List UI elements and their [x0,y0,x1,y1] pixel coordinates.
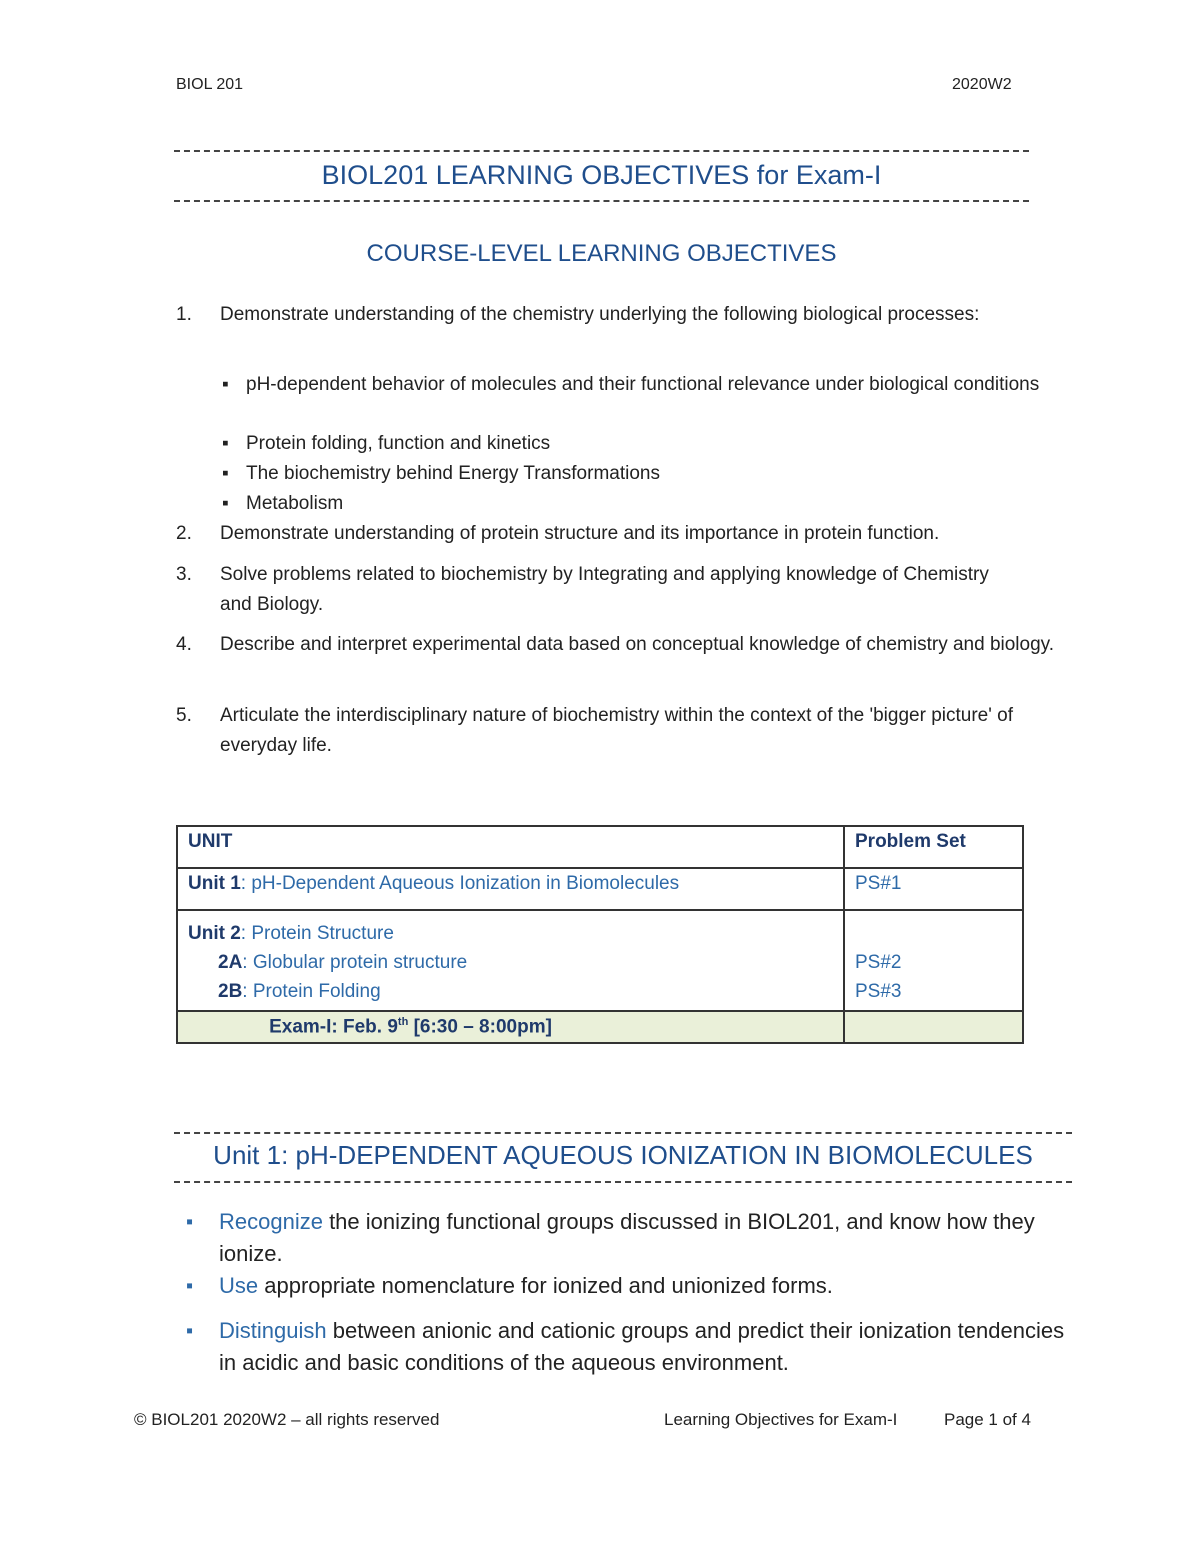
unit-cell [177,910,844,1011]
objective-verb: Distinguish [219,1318,327,1343]
exam-row [177,1011,1023,1043]
unit-label: Unit 2 [188,923,241,944]
unit-label: Unit 1 [188,873,241,894]
footer-doc-title: Learning Objectives for Exam-I [664,1410,898,1429]
subunit-label: 2B [218,981,243,1002]
exam-cell [177,1011,844,1043]
exam-date-suffix: th [397,1016,409,1028]
problem-set-value: PS#2 [855,952,902,973]
sub-bullet-text: ▪ pH-dependent behavior of molecules and their functional relevance under biological conditions [246,374,1040,395]
objective-verb: Use [219,1273,259,1298]
problem-set-value: PS#3 [855,981,902,1002]
subunit-title: : Globular protein structure [242,952,468,973]
exam-date: Exam-I: Feb. 9 [269,1016,398,1038]
objective-text: Demonstrate understanding of the chemistry underlying the following biological processes: [220,304,980,325]
unit1-objective [219,1270,1069,1302]
col-problem-set-header: Problem Set [844,826,1023,868]
objective-rest: between anionic and cationic groups and predict their ionization tendencies in acidic and basic conditions of the aqueous environment. [219,1318,1065,1375]
sub-bullet [226,459,1076,489]
objective-text: Solve problems related to biochemistry by Integrating and applying knowledge of Chemistry and Biology. [220,564,989,615]
objective-number: 1. [176,304,192,325]
units-table [176,825,1024,1044]
objective-text: Describe and interpret experimental data based on conceptual knowledge of chemistry and biology. [220,634,1055,655]
unit1-heading: Unit 1: pH-DEPENDENT AQUEOUS IONIZATION IN BIOMOLECULES [213,1140,1033,1170]
objective-number: 5. [176,705,192,726]
sub-bullet [226,370,1076,400]
objective-number: 3. [176,564,192,585]
unit-cell [177,868,844,910]
divider [174,150,1029,152]
col-unit-header: UNIT [177,826,844,868]
table-row [177,868,1023,910]
problem-set-cell [844,910,1023,1011]
course-objectives-heading: COURSE-LEVEL LEARNING OBJECTIVES [366,240,837,267]
exam-time: [6:30 – 8:00pm] [408,1016,552,1038]
objective-number: 4. [176,634,192,655]
unit1-objective [219,1315,1069,1379]
header-course: BIOL 201 [176,76,244,93]
sub-bullet-text: ▪ Metabolism [246,493,344,514]
objective-number: 2. [176,523,192,544]
subunit-label: 2A [218,952,243,973]
objective-rest: the ionizing functional groups discussed in BIOL201, and know how they ionize. [219,1209,1035,1266]
subunit-title: : Protein Folding [242,981,381,1002]
divider [174,1132,1072,1134]
page-title: BIOL201 LEARNING OBJECTIVES for Exam-I [321,160,882,190]
header-term: 2020W2 [952,76,1012,93]
table-header-row [177,826,1023,868]
divider [174,200,1029,202]
sub-bullet-text: ▪ The biochemistry behind Energy Transformations [246,463,660,484]
sub-bullet [226,429,1076,459]
bullet-icon: ▪ [186,1211,194,1233]
exam-cell-empty [844,1011,1023,1043]
divider [174,1181,1072,1183]
bullet-icon: ▪ [186,1320,194,1342]
objective-verb: Recognize [219,1209,323,1234]
objective-rest: appropriate nomenclature for ionized and unionized forms. [258,1273,833,1298]
unit1-objective [219,1206,1069,1270]
problem-set-cell: PS#1 [844,868,1023,910]
footer-page-number: Page 1 of 4 [944,1410,1031,1429]
footer-copyright: © BIOL201 2020W2 – all rights reserved [134,1410,440,1429]
table-row [177,910,1023,1011]
sub-bullet-text: ▪ Protein folding, function and kinetics [246,433,551,454]
sub-bullet [226,489,1076,519]
objective-text: Articulate the interdisciplinary nature of biochemistry within the context of the 'bigger picture' of everyday life. [220,705,1013,756]
objective-text: Demonstrate understanding of protein structure and its importance in protein function. [220,523,940,544]
unit-title: : pH-Dependent Aqueous Ionization in Biomolecules [240,873,680,894]
bullet-icon: ▪ [186,1275,194,1297]
unit-title: : Protein Structure [240,923,394,944]
